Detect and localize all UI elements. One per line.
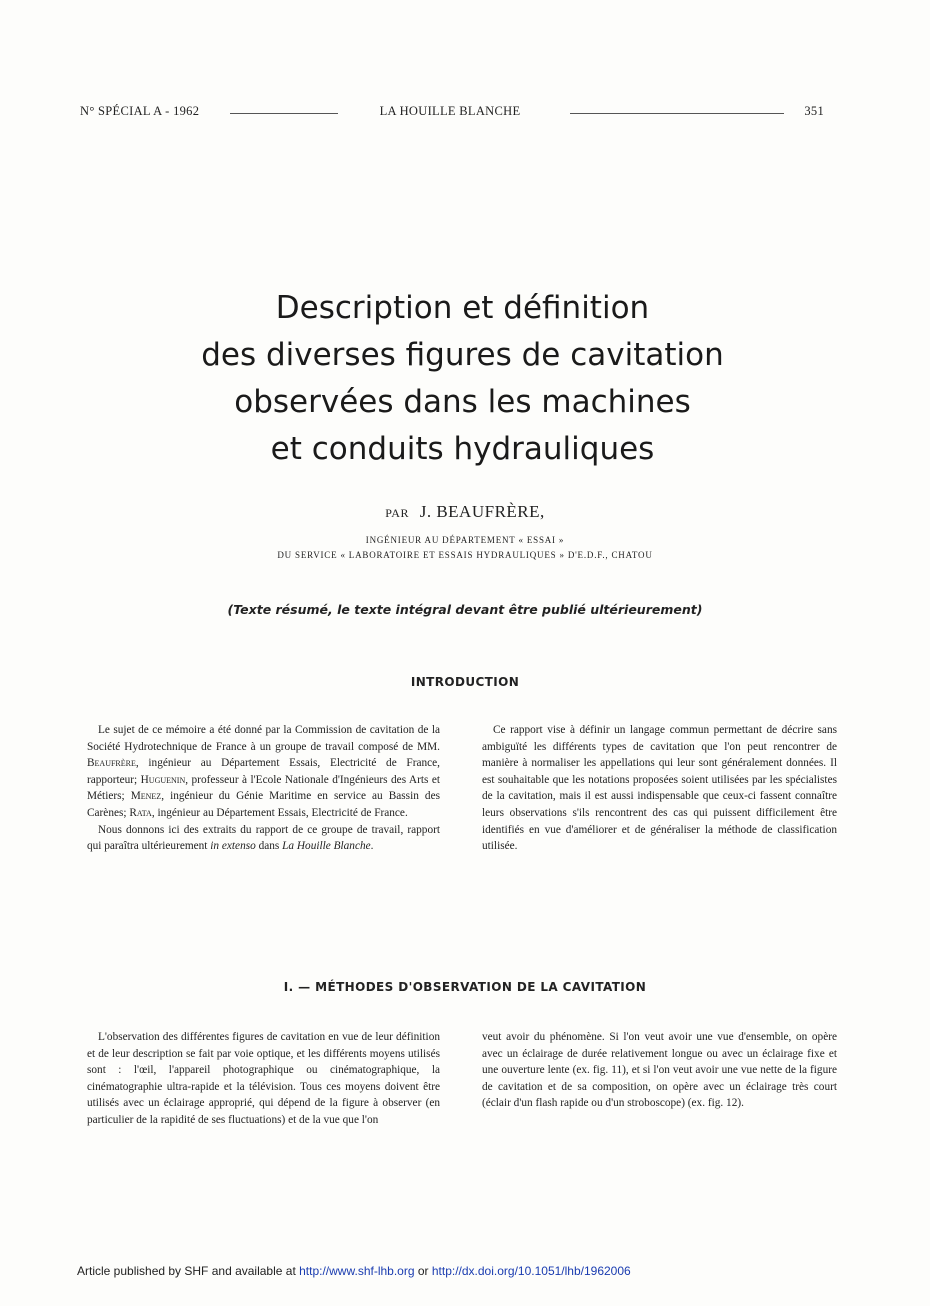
- intro-name-rata: Rata: [129, 806, 152, 819]
- section-1-right-paragraph: veut avoir du phénomène. Si l'on veut avoir une vue d'ensemble, on opère avec un éclairage de durée relativement longue ou avec un éclairage fixe et une ouverture lente (ex. fig. 11), et si l'on veut avoir une vue nette de la figure de cavitation et de sa composition, on opère avec un éclairage très court (éclair d'un flash rapide ou d'un stroboscope) (ex. fig. 12).: [482, 1031, 837, 1110]
- footer-prefix: Article published by SHF and available at: [77, 1264, 300, 1278]
- intro-paragraph-1: [87, 722, 440, 822]
- footer-middle: or: [414, 1264, 432, 1278]
- header-journal-title: LA HOUILLE BLANCHE: [379, 104, 521, 118]
- section-1-left-column: [87, 1029, 440, 1129]
- introduction-left-column: [87, 722, 440, 855]
- intro-p1-text-1: Le sujet de ce mémoire a été donné par la Commission de cavitation de la Société Hydrotechnique de France à un groupe de travail composé de MM.: [87, 724, 440, 753]
- intro-name-beaufrere: Beaufrère: [87, 757, 136, 770]
- header-rule-right: [570, 113, 784, 114]
- author-line: [0, 502, 930, 522]
- header-rule-left: [230, 113, 338, 114]
- intro-paragraph-2: [87, 822, 440, 855]
- title-line-4: et conduits hydrauliques: [270, 431, 655, 467]
- author-affiliation-1: INGÉNIEUR AU DÉPARTEMENT « ESSAI »: [365, 535, 565, 545]
- intro-p1-text-5: , ingénieur au Département Essais, Electricité de France.: [151, 806, 408, 819]
- author-affiliation-2: DU SERVICE « LABORATOIRE ET ESSAIS HYDRAULIQUES » D'E.D.F., CHATOU: [277, 550, 653, 560]
- intro-right-paragraph: Ce rapport vise à définir un langage commun permettant de décrire sans ambiguïté les différents types de cavitation que l'on peut rencontrer de manière à normaliser les appellations qui leur sont généralement données. Il est souhaitable que les notations proposées soient utilisées par les spécialistes de la cavitation, mais il est aussi indispensable que ceux-ci fassent connaître leurs observations s'ils rencontrent des cas qui puissent difficilement être identifiés en vue d'améliorer et de généraliser la méthode de classification utilisée.: [482, 724, 837, 853]
- title-line-1: Description et définition: [275, 290, 650, 326]
- section-1-heading: I. — MÉTHODES D'OBSERVATION DE LA CAVITATION: [283, 980, 647, 994]
- intro-p1-text-4: , ingénieur du Génie Maritime en service au Bassin des Carènes;: [87, 790, 440, 819]
- intro-p2-italic: in extenso: [210, 840, 256, 853]
- header-page-number: 351: [804, 104, 824, 118]
- footer-link-doi[interactable]: http://dx.doi.org/10.1051/lhb/1962006: [431, 1264, 631, 1278]
- section-1-left-paragraph: L'observation des différentes figures de cavitation en vue de leur définition et de leur description se fait par voie optique, et les différents moyens utilisés sont : l'œil, l'appareil photographique ou cinématographique, la cinématographie ultra-rapide et la télévision. Tous ces moyens doivent être utilisés avec un éclairage approprié, qui dépend de la figure à observer (en particulier de la rapidité de ses fluctuations) et de la vue que l'on: [87, 1031, 440, 1126]
- section-1-right-column: [482, 1029, 837, 1112]
- title-line-3: observées dans les machines: [234, 384, 691, 420]
- summary-note: (Texte résumé, le texte intégral devant être publié ultérieurement): [227, 602, 703, 617]
- intro-p1-text-2: , ingénieur au Département Essais, Electricité de France, rapporteur;: [87, 757, 440, 786]
- running-header: [80, 104, 824, 124]
- intro-p2-journal: La Houille Blanche: [282, 840, 371, 853]
- title-line-2: des diverses figures de cavitation: [201, 337, 724, 373]
- intro-p2-text-1: Nous donnons ici des extraits du rapport de ce groupe de travail, rapport qui paraîtra ultérieurement: [87, 823, 440, 853]
- publication-footer: [77, 1264, 631, 1278]
- author-name: J. BEAUFRÈRE,: [419, 502, 545, 521]
- header-issue: N° SPÉCIAL A - 1962: [80, 104, 200, 118]
- intro-name-huguenin: Huguenin: [140, 773, 186, 786]
- intro-name-menez: Menez: [130, 790, 162, 803]
- article-title: [100, 285, 825, 473]
- intro-p2-text-2: dans: [255, 840, 283, 853]
- intro-p2-text-3: .: [370, 840, 374, 853]
- intro-p1-text-3: , professeur à l'Ecole Nationale d'Ingénieurs des Arts et Métiers;: [87, 773, 440, 803]
- author-par: PAR: [385, 506, 409, 520]
- introduction-right-column: [482, 722, 837, 855]
- footer-link-shf[interactable]: http://www.shf-lhb.org: [299, 1264, 415, 1278]
- introduction-heading: INTRODUCTION: [410, 675, 520, 689]
